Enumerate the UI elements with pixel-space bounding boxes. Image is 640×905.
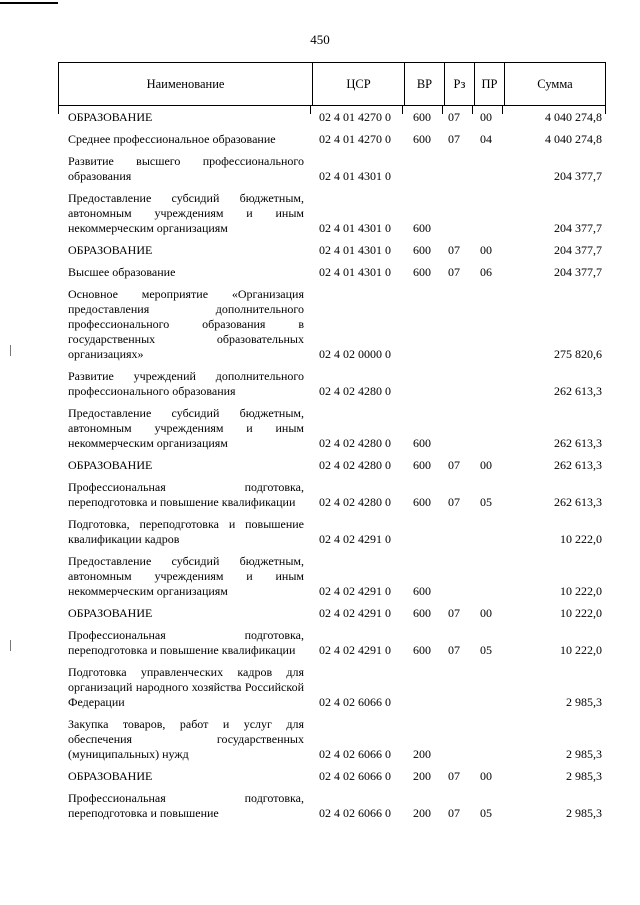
- table-row: [68, 517, 608, 554]
- cell-vr: 200: [413, 806, 431, 820]
- cell-name: Профессиональная подготовка, переподготовка и повышение: [68, 791, 304, 820]
- cell-csr: 02 4 01 4270 0: [319, 132, 391, 146]
- table-row: [68, 769, 608, 791]
- cell-rz: 07: [448, 132, 460, 146]
- cell-vr: 600: [413, 110, 431, 124]
- table-row: [68, 480, 608, 517]
- top-rule: [0, 2, 58, 4]
- cell-rz: 07: [448, 265, 460, 279]
- cell-vr: 600: [413, 458, 431, 472]
- cell-vr: 600: [413, 606, 431, 620]
- cell-csr: 02 4 01 4301 0: [319, 169, 391, 183]
- table-row: [68, 458, 608, 480]
- cell-rz: 07: [448, 769, 460, 783]
- cell-name: Подготовка, переподготовка и повышение квалификации кадров: [68, 517, 304, 546]
- cell-name: Основное мероприятие «Организация предоставления дополнительного профессионального образования в государственных образовательных организациях»: [68, 287, 304, 361]
- cell-vr: 600: [413, 132, 431, 146]
- scan-mark: [10, 345, 11, 356]
- cell-name: ОБРАЗОВАНИЕ: [68, 606, 153, 620]
- cell-name: Подготовка управленческих кадров для организаций народного хозяйства Российской Федерации: [68, 665, 304, 709]
- cell-csr: 02 4 01 4301 0: [319, 243, 391, 257]
- cell-sum: 275 820,6: [554, 347, 602, 361]
- header-vr: ВР: [404, 63, 444, 105]
- cell-csr: 02 4 02 4280 0: [319, 384, 391, 398]
- cell-csr: 02 4 01 4270 0: [319, 110, 391, 124]
- cell-name: Развитие учреждений дополнительного профессионального образования: [68, 369, 304, 398]
- cell-csr: 02 4 02 4291 0: [319, 532, 391, 546]
- cell-rz: 07: [448, 606, 460, 620]
- cell-sum: 4 040 274,8: [545, 110, 602, 124]
- table-row: [68, 243, 608, 265]
- cell-sum: 204 377,7: [554, 265, 602, 279]
- cell-rz: 07: [448, 806, 460, 820]
- table-row: [68, 110, 608, 132]
- cell-sum: 10 222,0: [560, 584, 602, 598]
- cell-name: ОБРАЗОВАНИЕ: [68, 110, 153, 124]
- cell-rz: 07: [448, 243, 460, 257]
- cell-csr: 02 4 01 4301 0: [319, 265, 391, 279]
- cell-sum: 2 985,3: [566, 695, 602, 709]
- table-row: [68, 717, 608, 769]
- cell-vr: 600: [413, 495, 431, 509]
- table-row: [68, 369, 608, 406]
- cell-name: Закупка товаров, работ и услуг для обеспечения государственных (муниципальных) нужд: [68, 717, 304, 761]
- cell-csr: 02 4 02 6066 0: [319, 806, 391, 820]
- header-name: Наименование: [146, 76, 225, 91]
- cell-pr: 00: [480, 606, 492, 620]
- header-sum: Сумма: [504, 63, 605, 105]
- cell-csr: 02 4 02 4291 0: [319, 606, 391, 620]
- table-row: [68, 406, 608, 458]
- cell-vr: 600: [413, 584, 431, 598]
- cell-csr: 02 4 02 4291 0: [319, 584, 391, 598]
- cell-pr: 04: [480, 132, 492, 146]
- cell-name: Высшее образование: [68, 265, 176, 279]
- table-row: [68, 265, 608, 287]
- table-row: [68, 606, 608, 628]
- cell-csr: 02 4 02 4280 0: [319, 436, 391, 450]
- cell-sum: 262 613,3: [554, 495, 602, 509]
- table-header: [58, 62, 606, 106]
- cell-sum: 2 985,3: [566, 806, 602, 820]
- cell-sum: 10 222,0: [560, 643, 602, 657]
- cell-pr: 00: [480, 243, 492, 257]
- table-body: [68, 110, 608, 828]
- header-csr: ЦСР: [312, 63, 404, 105]
- table-row: [68, 287, 608, 369]
- cell-csr: 02 4 02 4280 0: [319, 495, 391, 509]
- table-row: [68, 191, 608, 243]
- cell-sum: 204 377,7: [554, 243, 602, 257]
- cell-sum: 2 985,3: [566, 747, 602, 761]
- cell-vr: 600: [413, 265, 431, 279]
- cell-sum: 10 222,0: [560, 606, 602, 620]
- header-rz: Рз: [444, 63, 474, 105]
- cell-sum: 4 040 274,8: [545, 132, 602, 146]
- cell-rz: 07: [448, 643, 460, 657]
- cell-sum: 10 222,0: [560, 532, 602, 546]
- cell-name: Развитие высшего профессионального образования: [68, 154, 304, 183]
- table-row: [68, 554, 608, 606]
- cell-pr: 05: [480, 495, 492, 509]
- cell-rz: 07: [448, 458, 460, 472]
- cell-sum: 262 613,3: [554, 436, 602, 450]
- column-separator: [58, 106, 59, 114]
- cell-name: ОБРАЗОВАНИЕ: [68, 769, 153, 783]
- cell-rz: 07: [448, 110, 460, 124]
- cell-sum: 262 613,3: [554, 458, 602, 472]
- cell-sum: 204 377,7: [554, 169, 602, 183]
- cell-csr: 02 4 02 6066 0: [319, 695, 391, 709]
- header-pr: ПР: [474, 63, 504, 105]
- cell-pr: 00: [480, 458, 492, 472]
- cell-vr: 600: [413, 436, 431, 450]
- cell-pr: 06: [480, 265, 492, 279]
- cell-pr: 00: [480, 769, 492, 783]
- cell-name: ОБРАЗОВАНИЕ: [68, 458, 153, 472]
- cell-csr: 02 4 01 4301 0: [319, 221, 391, 235]
- cell-vr: 600: [413, 643, 431, 657]
- cell-pr: 00: [480, 110, 492, 124]
- cell-csr: 02 4 02 6066 0: [319, 747, 391, 761]
- cell-name: Предоставление субсидий бюджетным, автономным учреждениям и иным некоммерческим организациям: [68, 406, 304, 450]
- cell-vr: 600: [413, 221, 431, 235]
- cell-name: Предоставление субсидий бюджетным, автономным учреждениям и иным некоммерческим организациям: [68, 554, 304, 598]
- cell-name: Предоставление субсидий бюджетным, автономным учреждениям и иным некоммерческим организациям: [68, 191, 304, 235]
- cell-name: Профессиональная подготовка, переподготовка и повышение квалификации: [68, 628, 304, 657]
- cell-rz: 07: [448, 495, 460, 509]
- table-row: [68, 154, 608, 191]
- table-row: [68, 628, 608, 665]
- cell-vr: 200: [413, 769, 431, 783]
- cell-sum: 262 613,3: [554, 384, 602, 398]
- cell-pr: 05: [480, 643, 492, 657]
- cell-csr: 02 4 02 4280 0: [319, 458, 391, 472]
- cell-name: Среднее профессиональное образование: [68, 132, 276, 146]
- scan-mark: [10, 640, 11, 651]
- cell-pr: 05: [480, 806, 492, 820]
- page-number: 450: [310, 32, 330, 47]
- cell-name: ОБРАЗОВАНИЕ: [68, 243, 153, 257]
- table-row: [68, 132, 608, 154]
- cell-sum: 2 985,3: [566, 769, 602, 783]
- table-row: [68, 665, 608, 717]
- cell-csr: 02 4 02 4291 0: [319, 643, 391, 657]
- cell-name: Профессиональная подготовка, переподготовка и повышение квалификации: [68, 480, 304, 509]
- cell-sum: 204 377,7: [554, 221, 602, 235]
- cell-vr: 600: [413, 243, 431, 257]
- table-row: [68, 791, 608, 828]
- cell-csr: 02 4 02 0000 0: [319, 347, 391, 361]
- cell-vr: 200: [413, 747, 431, 761]
- cell-csr: 02 4 02 6066 0: [319, 769, 391, 783]
